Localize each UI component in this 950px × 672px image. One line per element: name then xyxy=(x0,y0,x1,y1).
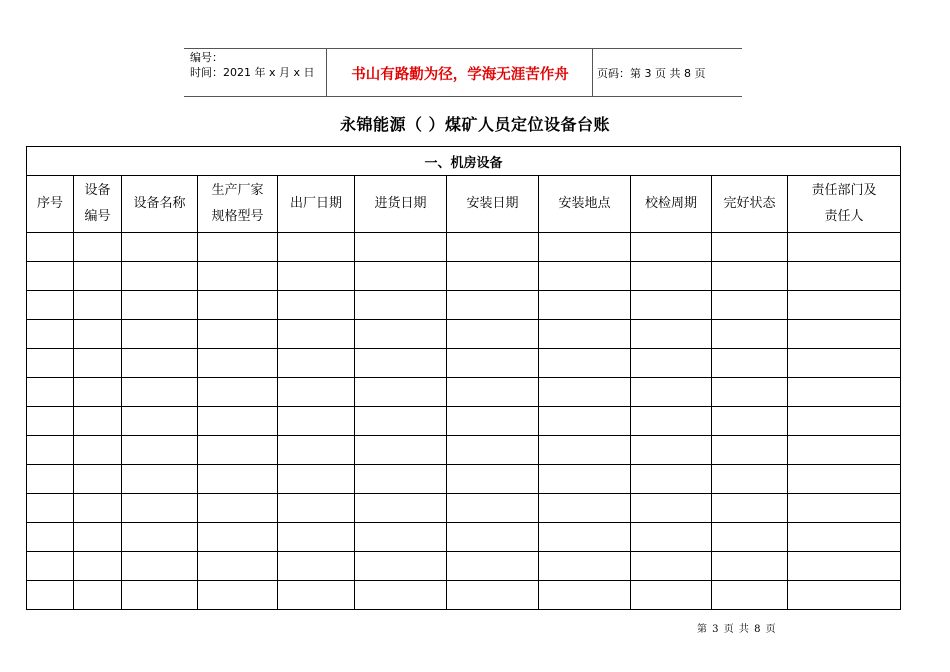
table-cell xyxy=(631,233,712,262)
table-cell xyxy=(27,378,74,407)
table-cell xyxy=(74,552,122,581)
table-cell xyxy=(712,581,788,610)
table-cell xyxy=(278,233,355,262)
table-cell xyxy=(788,291,901,320)
table-cell xyxy=(27,320,74,349)
doc-time-label: 时间：2021 年 x 月 x 日 xyxy=(190,66,315,79)
table-cell xyxy=(278,523,355,552)
table-cell xyxy=(122,552,198,581)
table-cell xyxy=(122,233,198,262)
table-row xyxy=(27,523,901,552)
table-cell xyxy=(198,320,278,349)
table-cell xyxy=(278,494,355,523)
table-cell xyxy=(74,523,122,552)
header-page-info: 页码：第 3 页 共 8 页 xyxy=(597,67,706,80)
table-cell xyxy=(788,262,901,291)
table-cell xyxy=(447,320,539,349)
table-cell xyxy=(355,378,447,407)
table-cell xyxy=(355,581,447,610)
table-cell xyxy=(788,233,901,262)
column-header: 进货日期 xyxy=(355,176,447,233)
table-cell xyxy=(355,523,447,552)
column-header: 序号 xyxy=(27,176,74,233)
table-cell xyxy=(122,378,198,407)
table-cell xyxy=(447,494,539,523)
table-cell xyxy=(712,494,788,523)
table-cell xyxy=(631,581,712,610)
table-cell xyxy=(788,320,901,349)
table-cell xyxy=(74,436,122,465)
table-cell xyxy=(122,407,198,436)
table-cell xyxy=(355,233,447,262)
table-cell xyxy=(278,291,355,320)
table-cell xyxy=(278,552,355,581)
table-cell xyxy=(198,581,278,610)
table-cell xyxy=(631,262,712,291)
table-cell xyxy=(539,494,631,523)
table-cell xyxy=(122,465,198,494)
table-cell xyxy=(539,581,631,610)
table-cell xyxy=(355,320,447,349)
table-cell xyxy=(27,436,74,465)
section-heading: 一、机房设备 xyxy=(27,147,901,176)
table-cell xyxy=(539,465,631,494)
table-cell xyxy=(631,465,712,494)
table-cell xyxy=(198,494,278,523)
table-cell xyxy=(278,320,355,349)
table-cell xyxy=(278,407,355,436)
table-cell xyxy=(355,349,447,378)
table-cell xyxy=(198,291,278,320)
header-bottom-rule xyxy=(184,96,742,97)
table-cell xyxy=(631,349,712,378)
table-cell xyxy=(539,233,631,262)
table-cell xyxy=(631,407,712,436)
table-cell xyxy=(712,378,788,407)
column-header: 完好状态 xyxy=(712,176,788,233)
table-cell xyxy=(712,320,788,349)
table-cell xyxy=(355,494,447,523)
table-cell xyxy=(788,494,901,523)
table-cell xyxy=(278,465,355,494)
table-row xyxy=(27,262,901,291)
table-row xyxy=(27,407,901,436)
table-cell xyxy=(447,465,539,494)
table-cell xyxy=(539,291,631,320)
table-cell xyxy=(27,291,74,320)
table-cell xyxy=(198,349,278,378)
table-cell xyxy=(198,262,278,291)
column-header: 校检周期 xyxy=(631,176,712,233)
table-cell xyxy=(278,349,355,378)
table-row xyxy=(27,291,901,320)
table-cell xyxy=(447,552,539,581)
table-cell xyxy=(539,378,631,407)
table-cell xyxy=(788,436,901,465)
doc-number-label: 编号： xyxy=(190,51,223,64)
table-cell xyxy=(539,407,631,436)
table-cell xyxy=(788,407,901,436)
table-cell xyxy=(631,291,712,320)
table-cell xyxy=(631,552,712,581)
table-cell xyxy=(788,523,901,552)
table-cell xyxy=(712,465,788,494)
table-cell xyxy=(447,436,539,465)
table-cell xyxy=(447,291,539,320)
document-title: 永锦能源（ ）煤矿人员定位设备台账 xyxy=(339,115,611,134)
column-header: 安装日期 xyxy=(447,176,539,233)
table-cell xyxy=(712,436,788,465)
table-cell xyxy=(712,523,788,552)
table-cell xyxy=(539,523,631,552)
table-cell xyxy=(27,552,74,581)
table-cell xyxy=(278,378,355,407)
column-header: 生产厂家 规格型号 xyxy=(198,176,278,233)
header-divider xyxy=(326,48,327,96)
table-cell xyxy=(198,552,278,581)
column-header: 设备名称 xyxy=(122,176,198,233)
table-cell xyxy=(712,407,788,436)
table-cell xyxy=(74,262,122,291)
table-cell xyxy=(355,436,447,465)
table-cell xyxy=(27,523,74,552)
table-cell xyxy=(355,291,447,320)
table-row xyxy=(27,465,901,494)
table-cell xyxy=(355,552,447,581)
header-top-rule xyxy=(184,48,742,49)
table-cell xyxy=(447,349,539,378)
table-row xyxy=(27,349,901,378)
table-cell xyxy=(278,436,355,465)
table-cell xyxy=(27,494,74,523)
table-cell xyxy=(712,291,788,320)
table-cell xyxy=(539,320,631,349)
table-row xyxy=(27,378,901,407)
table-cell xyxy=(74,349,122,378)
header-motto: 书山有路勤为径，学海无涯苦作舟 xyxy=(351,66,569,83)
table-cell xyxy=(539,552,631,581)
table-cell xyxy=(122,581,198,610)
table-cell xyxy=(27,233,74,262)
table-cell xyxy=(198,465,278,494)
table-cell xyxy=(122,320,198,349)
table-cell xyxy=(712,349,788,378)
table-cell xyxy=(278,262,355,291)
table-cell xyxy=(27,581,74,610)
table-header-row xyxy=(27,176,901,233)
table-cell xyxy=(198,233,278,262)
table-cell xyxy=(447,262,539,291)
table-cell xyxy=(74,494,122,523)
table-cell xyxy=(788,552,901,581)
column-header: 责任部门及 责任人 xyxy=(788,176,901,233)
table-row xyxy=(27,436,901,465)
table-row xyxy=(27,494,901,523)
table-cell xyxy=(122,523,198,552)
column-header: 安装地点 xyxy=(539,176,631,233)
table-cell xyxy=(788,465,901,494)
table-cell xyxy=(198,407,278,436)
table-cell xyxy=(122,436,198,465)
table-cell xyxy=(447,407,539,436)
table-cell xyxy=(447,523,539,552)
table-cell xyxy=(74,291,122,320)
table-cell xyxy=(712,233,788,262)
table-cell xyxy=(539,349,631,378)
table-cell xyxy=(631,378,712,407)
table-cell xyxy=(355,407,447,436)
table-cell xyxy=(712,262,788,291)
header-meta xyxy=(190,50,315,80)
table-cell xyxy=(631,523,712,552)
page-footer: 第 3 页 共 8 页 xyxy=(697,624,776,635)
table-cell xyxy=(74,378,122,407)
table-cell xyxy=(447,233,539,262)
equipment-ledger-table xyxy=(26,146,901,610)
table-cell xyxy=(198,378,278,407)
table-cell xyxy=(788,349,901,378)
table-cell xyxy=(631,494,712,523)
table-cell xyxy=(539,436,631,465)
table-cell xyxy=(712,552,788,581)
table-cell xyxy=(631,320,712,349)
table-cell xyxy=(74,581,122,610)
table-cell xyxy=(539,262,631,291)
table-cell xyxy=(447,378,539,407)
table-cell xyxy=(74,320,122,349)
table-row xyxy=(27,320,901,349)
table-cell xyxy=(788,378,901,407)
table-cell xyxy=(631,436,712,465)
table-cell xyxy=(27,349,74,378)
table-cell xyxy=(122,291,198,320)
table-cell xyxy=(355,262,447,291)
table-cell xyxy=(198,523,278,552)
table-cell xyxy=(74,233,122,262)
column-header: 设备 编号 xyxy=(74,176,122,233)
table-cell xyxy=(355,465,447,494)
table-cell xyxy=(198,436,278,465)
table-cell xyxy=(74,465,122,494)
table-cell xyxy=(122,262,198,291)
table-cell xyxy=(27,262,74,291)
header-divider xyxy=(592,48,593,96)
table-cell xyxy=(27,407,74,436)
table-row xyxy=(27,581,901,610)
table-cell xyxy=(122,349,198,378)
table-cell xyxy=(27,465,74,494)
table-cell xyxy=(278,581,355,610)
table-cell xyxy=(788,581,901,610)
table-row xyxy=(27,552,901,581)
table-cell xyxy=(447,581,539,610)
table-cell xyxy=(74,407,122,436)
table-row xyxy=(27,233,901,262)
table-cell xyxy=(122,494,198,523)
column-header: 出厂日期 xyxy=(278,176,355,233)
